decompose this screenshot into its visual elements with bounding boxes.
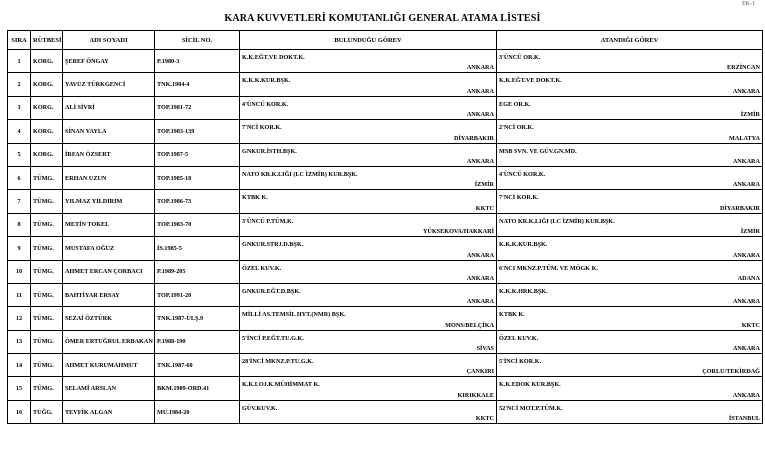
current-duty: GÜV.KUV.K. — [242, 404, 278, 412]
assigned-location: ANKARA — [732, 87, 760, 95]
row-rank: TÜMG. — [31, 354, 63, 377]
current-duty-cell — [240, 330, 497, 353]
row-rank: TÜMG. — [31, 166, 63, 189]
row-name: AHMET ERCAN ÇORBACI — [63, 260, 155, 283]
row-name: SİNAN YAYLA — [63, 120, 155, 143]
assigned-location: ANKARA — [732, 298, 760, 306]
row-rank: TÜMG. — [31, 377, 63, 400]
assigned-duty-cell — [497, 260, 763, 283]
row-number: 16 — [8, 400, 31, 423]
assigned-duty: K.K.K.HRK.BŞK. — [499, 287, 548, 295]
assigned-location: ADANA — [737, 274, 760, 282]
table-row — [8, 307, 763, 330]
table-row — [8, 50, 763, 73]
current-location: ANKARA — [466, 274, 494, 282]
current-duty-cell — [240, 377, 497, 400]
row-name: SELAMİ ARSLAN — [63, 377, 155, 400]
table-row — [8, 166, 763, 189]
assigned-location: ANKARA — [732, 181, 760, 189]
header-atandigi: ATANDIĞI GÖREV — [497, 31, 763, 50]
assigned-location: İSTANBUL — [728, 415, 760, 423]
table-header-row — [8, 31, 763, 50]
current-duty: 7'NCİ KOR.K. — [242, 124, 282, 132]
assigned-duty-cell — [497, 166, 763, 189]
row-number: 10 — [8, 260, 31, 283]
assigned-duty-cell — [497, 96, 763, 119]
row-number: 6 — [8, 166, 31, 189]
row-name: ALİ SİVRİ — [63, 96, 155, 119]
table-row — [8, 237, 763, 260]
table-row — [8, 143, 763, 166]
table-row — [8, 400, 763, 423]
header-rutbe: RÜTBESİ — [31, 31, 63, 50]
row-name: MUSTAFA OĞUZ — [63, 237, 155, 260]
assigned-location: ANKARA — [732, 391, 760, 399]
row-name: ERHAN UZUN — [63, 166, 155, 189]
row-registry-no: İS.1985-5 — [155, 237, 240, 260]
assigned-duty: K.K.K.KUR.BŞK. — [499, 241, 548, 249]
row-rank: KORG. — [31, 143, 63, 166]
current-location: ANKARA — [466, 251, 494, 259]
assigned-location: ÇORLU/TEKİRDAĞ — [702, 368, 760, 376]
assigned-duty-cell — [497, 307, 763, 330]
row-registry-no: TOP.1985-18 — [155, 166, 240, 189]
current-location: KIRIKKALE — [457, 391, 494, 399]
assigned-duty: 7'NCİ KOR.K. — [499, 194, 539, 202]
assigned-duty: K.K.EĞT.VE DOKT.K. — [499, 77, 562, 85]
row-number: 13 — [8, 330, 31, 353]
annex-label: EK-1 — [742, 1, 755, 7]
assigned-location: MALATYA — [729, 134, 760, 142]
row-name: AHMET KURUMAHMUT — [63, 354, 155, 377]
assigned-duty: 5'İNCİ KOR.K. — [499, 358, 542, 366]
assigned-duty: 3'ÜNCÜ OR.K. — [499, 54, 541, 61]
assigned-duty: K.K.EDOK KUR.BŞK. — [499, 381, 561, 389]
current-duty: GNKUR.EĞT.D.BŞK. — [242, 287, 301, 295]
row-registry-no: BKM.1989-ORD.41 — [155, 377, 240, 400]
header-bulundugu: BULUNDUĞU GÖREV — [240, 31, 497, 50]
assigned-location: KKTC — [741, 321, 760, 329]
assigned-duty: 2'NCİ OR.K. — [499, 124, 534, 132]
current-duty-cell — [240, 283, 497, 306]
assigned-duty-cell — [497, 377, 763, 400]
row-number: 12 — [8, 307, 31, 330]
assigned-location: ERZİNCAN — [726, 64, 760, 72]
current-duty: MİLLİ AS.TEMSİL HYT.(NMR) BŞK. — [242, 311, 346, 319]
assigned-duty: 6'NCI MKNZ.P.TÜM. VE MÖGK K. — [499, 264, 599, 272]
current-duty-cell — [240, 143, 497, 166]
assigned-location: DİYARBAKIR — [720, 204, 760, 212]
current-duty-cell — [240, 50, 497, 73]
current-duty-cell — [240, 307, 497, 330]
current-location: ANKARA — [466, 298, 494, 306]
row-number: 7 — [8, 190, 31, 213]
row-rank: TÜMG. — [31, 283, 63, 306]
row-name: TEVFİK ALGAN — [63, 400, 155, 423]
current-duty-cell — [240, 166, 497, 189]
current-duty-cell — [240, 73, 497, 96]
row-registry-no: TOP.1986-73 — [155, 190, 240, 213]
row-rank: KORG. — [31, 73, 63, 96]
current-duty-cell — [240, 190, 497, 213]
row-name: ŞEREF ÖNGAY — [63, 50, 155, 73]
row-rank: TUĞG. — [31, 400, 63, 423]
row-number: 3 — [8, 96, 31, 119]
assigned-location: İZMİR — [740, 111, 760, 119]
current-duty: GNKUR.İSTH.BŞK. — [242, 147, 297, 155]
assigned-duty: 4'ÜNCÜ KOR.K. — [499, 170, 546, 178]
current-location: KKTC — [475, 415, 494, 423]
assigned-duty-cell — [497, 237, 763, 260]
current-duty-cell — [240, 354, 497, 377]
row-number: 2 — [8, 73, 31, 96]
table-row — [8, 377, 763, 400]
current-location: İZMİR — [474, 181, 494, 189]
current-duty: ÖZEL KUV.K. — [242, 264, 282, 272]
row-registry-no: MU.1984-20 — [155, 400, 240, 423]
current-location: KKTC — [475, 204, 494, 212]
assigned-location: ANKARA — [732, 251, 760, 259]
current-location: YÜKSEKOVA/HAKKARİ — [422, 228, 494, 236]
assigned-duty: 52'NCİ MOT.P.TÜM.K. — [499, 404, 563, 412]
current-duty-cell — [240, 96, 497, 119]
table-row — [8, 283, 763, 306]
current-duty: K.K.EĞT.VE DOKT.K. — [242, 54, 305, 61]
assigned-location: ANKARA — [732, 345, 760, 353]
assigned-duty-cell — [497, 143, 763, 166]
assigned-duty: KTBK K. — [499, 311, 525, 319]
row-rank: TÜMG. — [31, 330, 63, 353]
row-name: İRFAN ÖZSERT — [63, 143, 155, 166]
current-duty: 5'İNCİ P.EĞT.TU.G.K. — [242, 334, 304, 342]
current-duty: 3'ÜNCÜ P.TÜM.K. — [242, 217, 294, 225]
assigned-duty-cell — [497, 283, 763, 306]
current-location: ANKARA — [466, 111, 494, 119]
row-name: YAVUZ TÜRKGENCİ — [63, 73, 155, 96]
current-location: SİVAS — [476, 345, 494, 353]
row-registry-no: P.1988-190 — [155, 330, 240, 353]
row-number: 1 — [8, 50, 31, 73]
table-body — [8, 50, 763, 424]
assigned-duty-cell — [497, 330, 763, 353]
table-row — [8, 96, 763, 119]
row-name: YILMAZ YILDIRIM — [63, 190, 155, 213]
assigned-duty: ÖZEL KUV.K. — [499, 334, 539, 342]
row-name: SEZAİ ÖZTÜRK — [63, 307, 155, 330]
row-registry-no: TOP.1983-70 — [155, 213, 240, 236]
assigned-duty-cell — [497, 50, 763, 73]
assigned-duty: MSB SVN. VE GÜV.GN.MD. — [499, 147, 577, 155]
current-duty-cell — [240, 120, 497, 143]
row-number: 9 — [8, 237, 31, 260]
table-row — [8, 260, 763, 283]
assigned-duty-cell — [497, 190, 763, 213]
row-rank: TÜMG. — [31, 260, 63, 283]
row-rank: KORG. — [31, 96, 63, 119]
row-number: 4 — [8, 120, 31, 143]
row-name: METİN TOKEL — [63, 213, 155, 236]
table-row — [8, 73, 763, 96]
assigned-duty-cell — [497, 354, 763, 377]
row-registry-no: TNK.1984-4 — [155, 73, 240, 96]
current-location: MONS/BELÇİKA — [445, 321, 494, 329]
row-registry-no: TOP.1991-20 — [155, 283, 240, 306]
page-title: KARA KUVVETLERİ KOMUTANLIĞI GENERAL ATAMA LİSTESİ — [224, 13, 541, 24]
current-duty: GNKUR.STRJ.D.BŞK. — [242, 241, 304, 249]
assigned-duty: EGE OR.K. — [499, 100, 531, 108]
row-rank: TÜMG. — [31, 307, 63, 330]
current-location: ANKARA — [466, 64, 494, 72]
row-registry-no: TNK.1987-ULŞ.9 — [155, 307, 240, 330]
assigned-location: ANKARA — [732, 157, 760, 165]
table-row — [8, 190, 763, 213]
current-duty-cell — [240, 237, 497, 260]
current-duty: 28'İNCİ MKNZ.P.TU.G.K. — [242, 358, 314, 366]
appointment-table — [7, 30, 763, 424]
current-location: ÇANKIRI — [466, 368, 494, 376]
table-row — [8, 120, 763, 143]
row-rank: KORG. — [31, 50, 63, 73]
row-rank: KORG. — [31, 120, 63, 143]
table-row — [8, 330, 763, 353]
row-rank: TÜMG. — [31, 190, 63, 213]
assigned-duty: NATO KR.K.LIĞI (LC İZMİR) KUR.BŞK. — [499, 217, 615, 225]
row-rank: TÜMG. — [31, 213, 63, 236]
row-name: BAHTİYAR ERSAY — [63, 283, 155, 306]
table-row — [8, 213, 763, 236]
current-duty: NATO KR.K.LIĞI (LC İZMİR) KUR.BŞK. — [242, 170, 358, 178]
row-registry-no: P.1980-3 — [155, 50, 240, 73]
current-duty-cell — [240, 400, 497, 423]
assigned-duty-cell — [497, 120, 763, 143]
assigned-duty-cell — [497, 213, 763, 236]
row-number: 5 — [8, 143, 31, 166]
current-duty: K.K.K.KUR.BŞK. — [242, 77, 291, 85]
row-name: ÖMER ERTUĞRUL ERBAKAN — [63, 330, 155, 353]
row-number: 15 — [8, 377, 31, 400]
row-registry-no: TNK.1987-60 — [155, 354, 240, 377]
row-rank: TÜMG. — [31, 237, 63, 260]
current-location: ANKARA — [466, 87, 494, 95]
current-location: DİYARBAKIR — [454, 134, 494, 142]
header-ad: ADI SOYADI — [63, 31, 155, 50]
assigned-location: İZMİR — [740, 228, 760, 236]
row-registry-no: P.1989-205 — [155, 260, 240, 283]
assigned-duty-cell — [497, 400, 763, 423]
current-location: ANKARA — [466, 157, 494, 165]
row-number: 8 — [8, 213, 31, 236]
row-registry-no: TOP.1983-139 — [155, 120, 240, 143]
row-number: 11 — [8, 283, 31, 306]
current-duty: K.K.LOJ.K.MÜHİMMAT K. — [242, 381, 320, 389]
assigned-duty-cell — [497, 73, 763, 96]
row-registry-no: TOP.1987-5 — [155, 143, 240, 166]
current-duty: KTBK K. — [242, 194, 268, 202]
current-duty-cell — [240, 213, 497, 236]
row-number: 14 — [8, 354, 31, 377]
current-duty-cell — [240, 260, 497, 283]
table-row — [8, 354, 763, 377]
current-duty: 4'ÜNCÜ KOR.K. — [242, 100, 289, 108]
header-sicil: SİCİL NO. — [155, 31, 240, 50]
header-sira: SIRA — [8, 31, 31, 50]
row-registry-no: TOP.1981-72 — [155, 96, 240, 119]
